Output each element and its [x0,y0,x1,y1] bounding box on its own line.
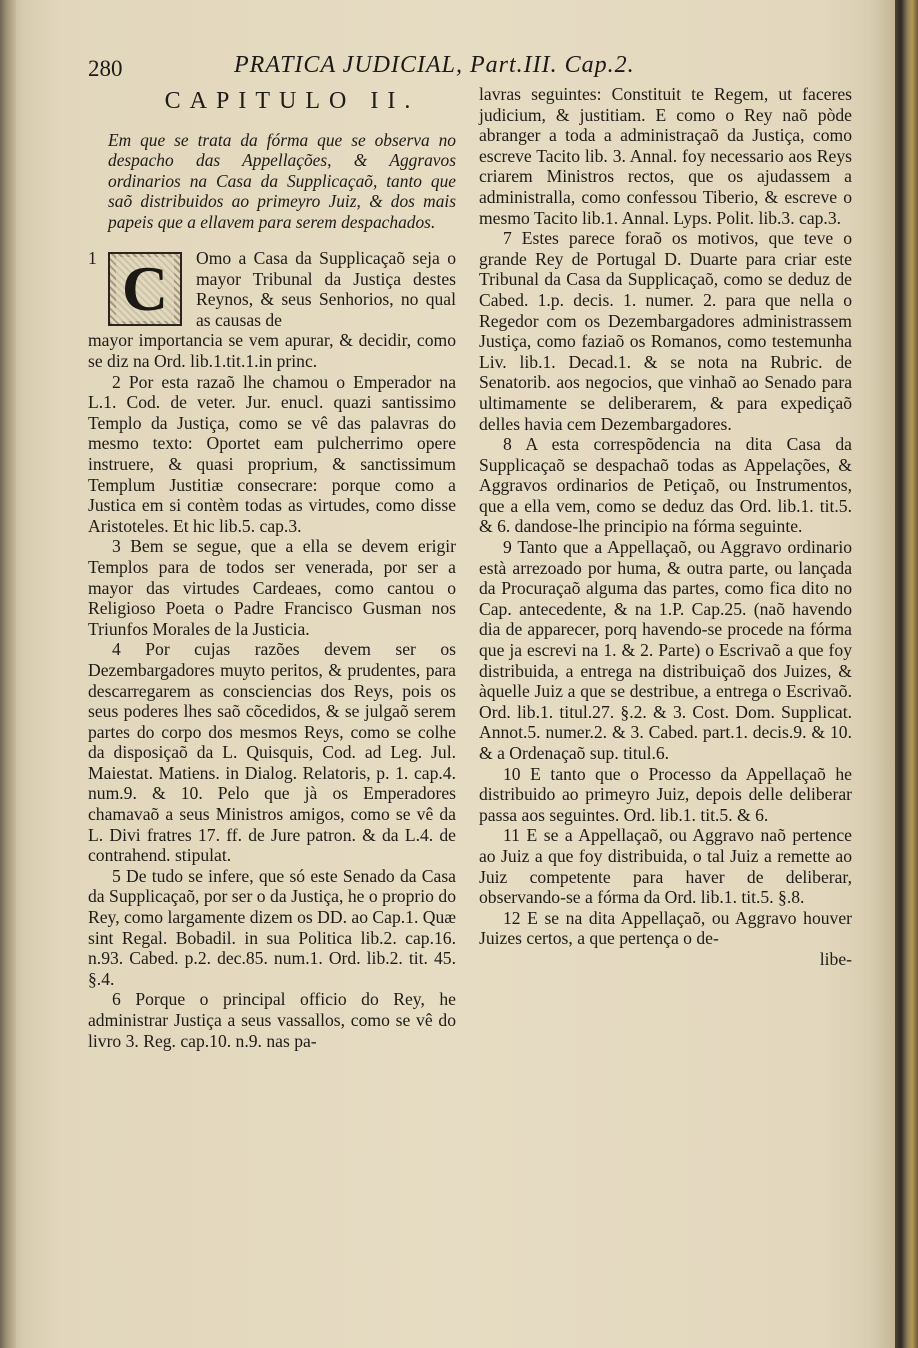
drop-letter: C [116,257,174,321]
paragraph-5: 5 De tudo se infere, que só este Senado da Casa da Supplicaçaõ, por ser o da Justiça, he o proprio do Rey, como largamente dizem os DD. ao Cap.1. Quæ sint Regal. Bobadil. in sua Politica lib.2. cap.16. n.93. Cabed. p.2. dec.85. num.1. Ord. lib.2. tit. 45. §.4. [88,865,456,989]
paragraph-6-continuation: lavras seguintes: Constituit te Regem, ut faceres judicium, & justitiam. E como o Rey naõ pòde abranger a toda a administraçaõ da Justiça, como escreve Tacito lib. 3. Annal. foy necessario aos Reys criarem Ministros rectos, que os ajudassem a administralla, como confessou Tiberio, & escreve o mesmo Tacito lib.1. Annal. Lyps. Polit. lib.3. cap.3. [479,84,852,228]
chapter-title: CAPITULO II. [164,88,420,114]
paragraph-2: 2 Por esta razaõ lhe chamou o Emperador na L.1. Cod. de veter. Jur. enucl. quazi santissimo Templo da Justiça, como se vê das palavras do mesmo texto: Oportet eam pulcherrimo opere instruere, & quasi proprium, & sanctissimum Templum Justitiæ consecrare: porque como a Justica em si contèm todas as virtudes, como disse Aristoteles. Et hic lib.5. cap.3. [88,371,456,536]
paragraph-1-continuation: mayor importancia se vem apurar, & decidir, como se diz na Ord. lib.1.tit.1.in princ. [88,330,456,371]
left-column [88,84,456,1051]
paragraph-4: 4 Por cujas razões devem ser os Dezembargadores muyto peritos, & prudentes, para descarregarem as consciencias dos Reys, pois os seus poderes lhes saõ cõcedidos, & se julgaõ serem partes do corpo dos mesmos Reys, como se colhe da disposiçaõ da L. Quisquis, Cod. ad Leg. Jul. Maiestat. Matiens. in Dialog. Relatoris, p. 1. cap.4. num.9. & 10. Pelo que jà os Emperadores chamavaõ a seus Ministros amigos, como se vê da L. Divi fratres 17. ff. de Jure patron. & da L.4. de contrahend. stipulat. [88,639,456,866]
chapter-summary: Em que se trata da fórma que se observa no despacho das Appellações, & Aggravos ordinarios na Casa da Supplicaçaõ, tanto que saõ distribuidos ao primeyro Juiz, & dos mais papeis que a ellavem para serem despachados. [108,130,456,232]
ornamental-initial [108,252,182,326]
paragraph-1-opening: Omo a Casa da Supplicaçaõ seja o mayor Tribunal da Justiça destes Reynos, & seus Senhorios, no qual as causas de [196,248,456,330]
paragraph-7: 7 Estes parece foraõ os motivos, que teve o grande Rey de Portugal D. Duarte para criar este Tribunal da Casa da Supplicaçaõ, como se deduz de Cabed. 1.p. decis. 1. numer. 2. para que nella o Regedor com os Dezembargadores administrassem Justiça, como faziaõ os Romanos, como testemunha Liv. lib.1. Decad.1. & se nota na Rubric. de Senatorib. aos negocios, que vinhaõ ao Senado para ultimamente se deliberarem, & para expediçaõ delles havia cem Dezembargadores. [479,228,852,434]
catchword: libe- [819,948,852,969]
paragraph-12: 12 E se na dita Appellaçaõ, ou Aggravo houver Juizes certos, a que pertença o de- [479,907,852,949]
paragraph-3: 3 Bem se segue, que a ella se devem erigir Templos para de todos ser venerada, por ser a mayor das virtudes Cardeaes, como cantou o Religioso Poeta o Padre Francisco Gusman nos Triunfos Morales de la Justicia. [88,536,456,639]
page-number: 280 [88,56,123,81]
page-header [88,52,888,86]
paragraph-10: 10 E tanto que o Processo da Appellaçaõ he distribuido ao primeyro Juiz, depois delle deliberar passa aos seguintes. Ord. lib.1. tit.5. & 6. [479,763,852,825]
paragraph-1 [88,248,456,330]
paragraph-number: 1 [88,248,97,269]
page-binding [0,0,16,1348]
paragraph-8: 8 A esta correspõdencia na dita Casa da Supplicaçaõ se despachaõ todas as Appelações, & Aggravos ordinarios de Petiçaõ, ou Instrumentos, que a ella vem, como se deduz das Ord. lib.1. tit.5. & 6. dandose-lhe principio na fórma seguinte. [479,434,852,537]
paragraph-11: 11 E se a Appellaçaõ, ou Aggravo naõ pertence ao Juiz a que foy distribuida, o tal Juiz a remette ao Juiz competente para haver de deliberar, observando-se a fórma da Ord. lib.1. tit.5. §.8. [479,825,852,908]
paragraph-9: 9 Tanto que a Appellaçaõ, ou Aggravo ordinario està arrezoado por huma, & outra parte, ou lançada da Procuraçaõ alguma das partes, como fica dito no Cap. antecedente, & na 1.P. Cap.25. (naõ havendo dia de apparecer, porq havendo-se procede na fórma que ja escrevi na 1. & 2. Parte) o Escrivaõ a que foy distribuida, a entrega na distribuiçaõ dos Juizes, & àquelle Juiz a que se destribue, a entrega o Escrivaõ. Ord. lib.1. titul.27. §.2. & 3. Cost. Dom. Supplicat. Annot.5. numer.2. & 3. Cabed. part.1. decis.9. & 10. & a Ordenaçaõ sup. titul.6. [479,537,852,763]
running-head: PRATICA JUDICIAL, Part.III. Cap.2. [234,52,635,78]
page-edge [895,0,918,1348]
right-column [479,84,852,970]
paragraph-6: 6 Porque o principal officio do Rey, he administrar Justiça a seus vassallos, como se vê do livro 3. Reg. cap.10. n.9. nas pa- [88,989,456,1051]
